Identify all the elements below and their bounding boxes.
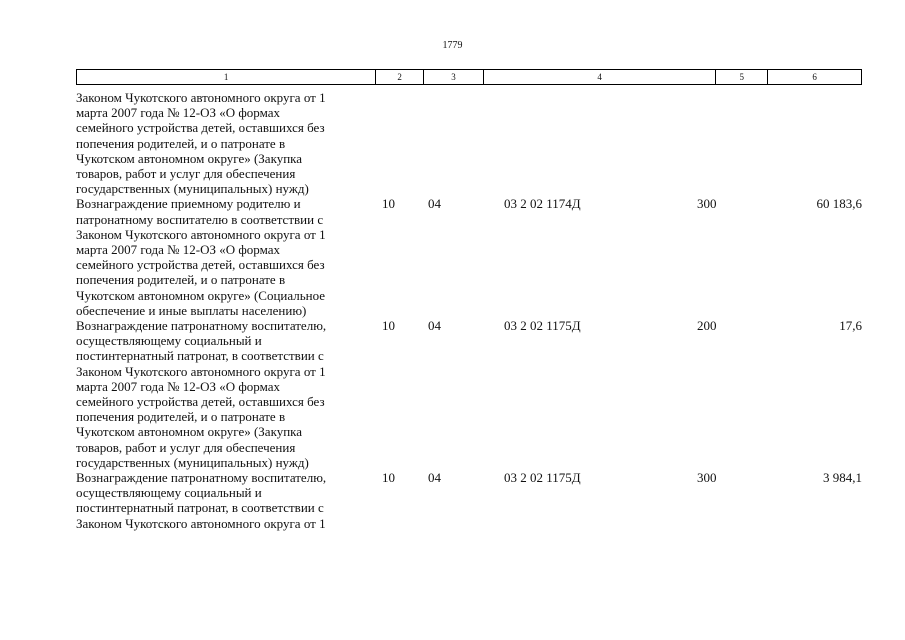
row-expense-type: 300	[697, 470, 717, 486]
header-col-1: 1	[77, 70, 376, 84]
row-section: 10	[382, 196, 395, 212]
row-amount: 60 183,6	[816, 196, 862, 212]
row-description: Вознаграждение патронатному воспитателю, осуществляющему социальный и постинтернатный патронат, в соответствии с Законом Чукотского автономного округа от 1	[76, 470, 327, 531]
row-amount: 17,6	[839, 318, 862, 334]
row-description: Вознаграждение приемному родителю и патронатному воспитателю в соответствии с Законом Чукотского автономного округа от 1 марта 2007 года № 12-ОЗ «О формах семейного устройства детей, оставшихся без попечения родителей, и о патронате в Чукотском автономном округе» (Социальное обеспечение и иные выплаты населению)	[76, 196, 326, 318]
header-col-6: 6	[812, 72, 817, 82]
row-description: Вознаграждение патронатному воспитателю, осуществляющему социальный и постинтернатный патронат, в соответствии с Законом Чукотского автономного округа от 1 марта 2007 года № 12-ОЗ «О формах семейного устройства детей, оставшихся без попечения родителей, и о патронате в Чукотском автономном округе» (Закупка товаров, работ и услуг для обеспечения государственных (муниципальных) нужд)	[76, 318, 327, 470]
row-target-code: 03 2 02 1175Д	[504, 470, 581, 486]
header-col-4: 4	[484, 70, 716, 84]
table-row	[76, 318, 862, 470]
table-header	[76, 69, 862, 85]
row-amount: 3 984,1	[823, 470, 862, 486]
header-col-3: 3	[424, 70, 484, 84]
row-expense-type: 300	[697, 196, 717, 212]
row-section: 10	[382, 470, 395, 486]
row-subsection: 04	[428, 470, 441, 486]
row-subsection: 04	[428, 196, 441, 212]
row-target-code: 03 2 02 1175Д	[504, 318, 581, 334]
page-number: 1779	[442, 40, 463, 51]
table-row	[76, 196, 862, 318]
row-subsection: 04	[428, 318, 441, 334]
header-col-5: 5	[716, 70, 768, 84]
row-expense-type: 200	[697, 318, 717, 334]
table-row	[76, 470, 862, 531]
table-body	[76, 90, 862, 531]
row-description: Законом Чукотского автономного округа от 1 марта 2007 года № 12-ОЗ «О формах семейного устройства детей, оставшихся без попечения родителей, и о патронате в Чукотском автономном округе» (Закупка товаров, работ и услуг для обеспечения государственных (муниципальных) нужд)	[76, 90, 326, 197]
row-target-code: 03 2 02 1174Д	[504, 196, 581, 212]
header-col-2: 2	[376, 70, 424, 84]
row-section: 10	[382, 318, 395, 334]
table-row	[76, 90, 862, 196]
